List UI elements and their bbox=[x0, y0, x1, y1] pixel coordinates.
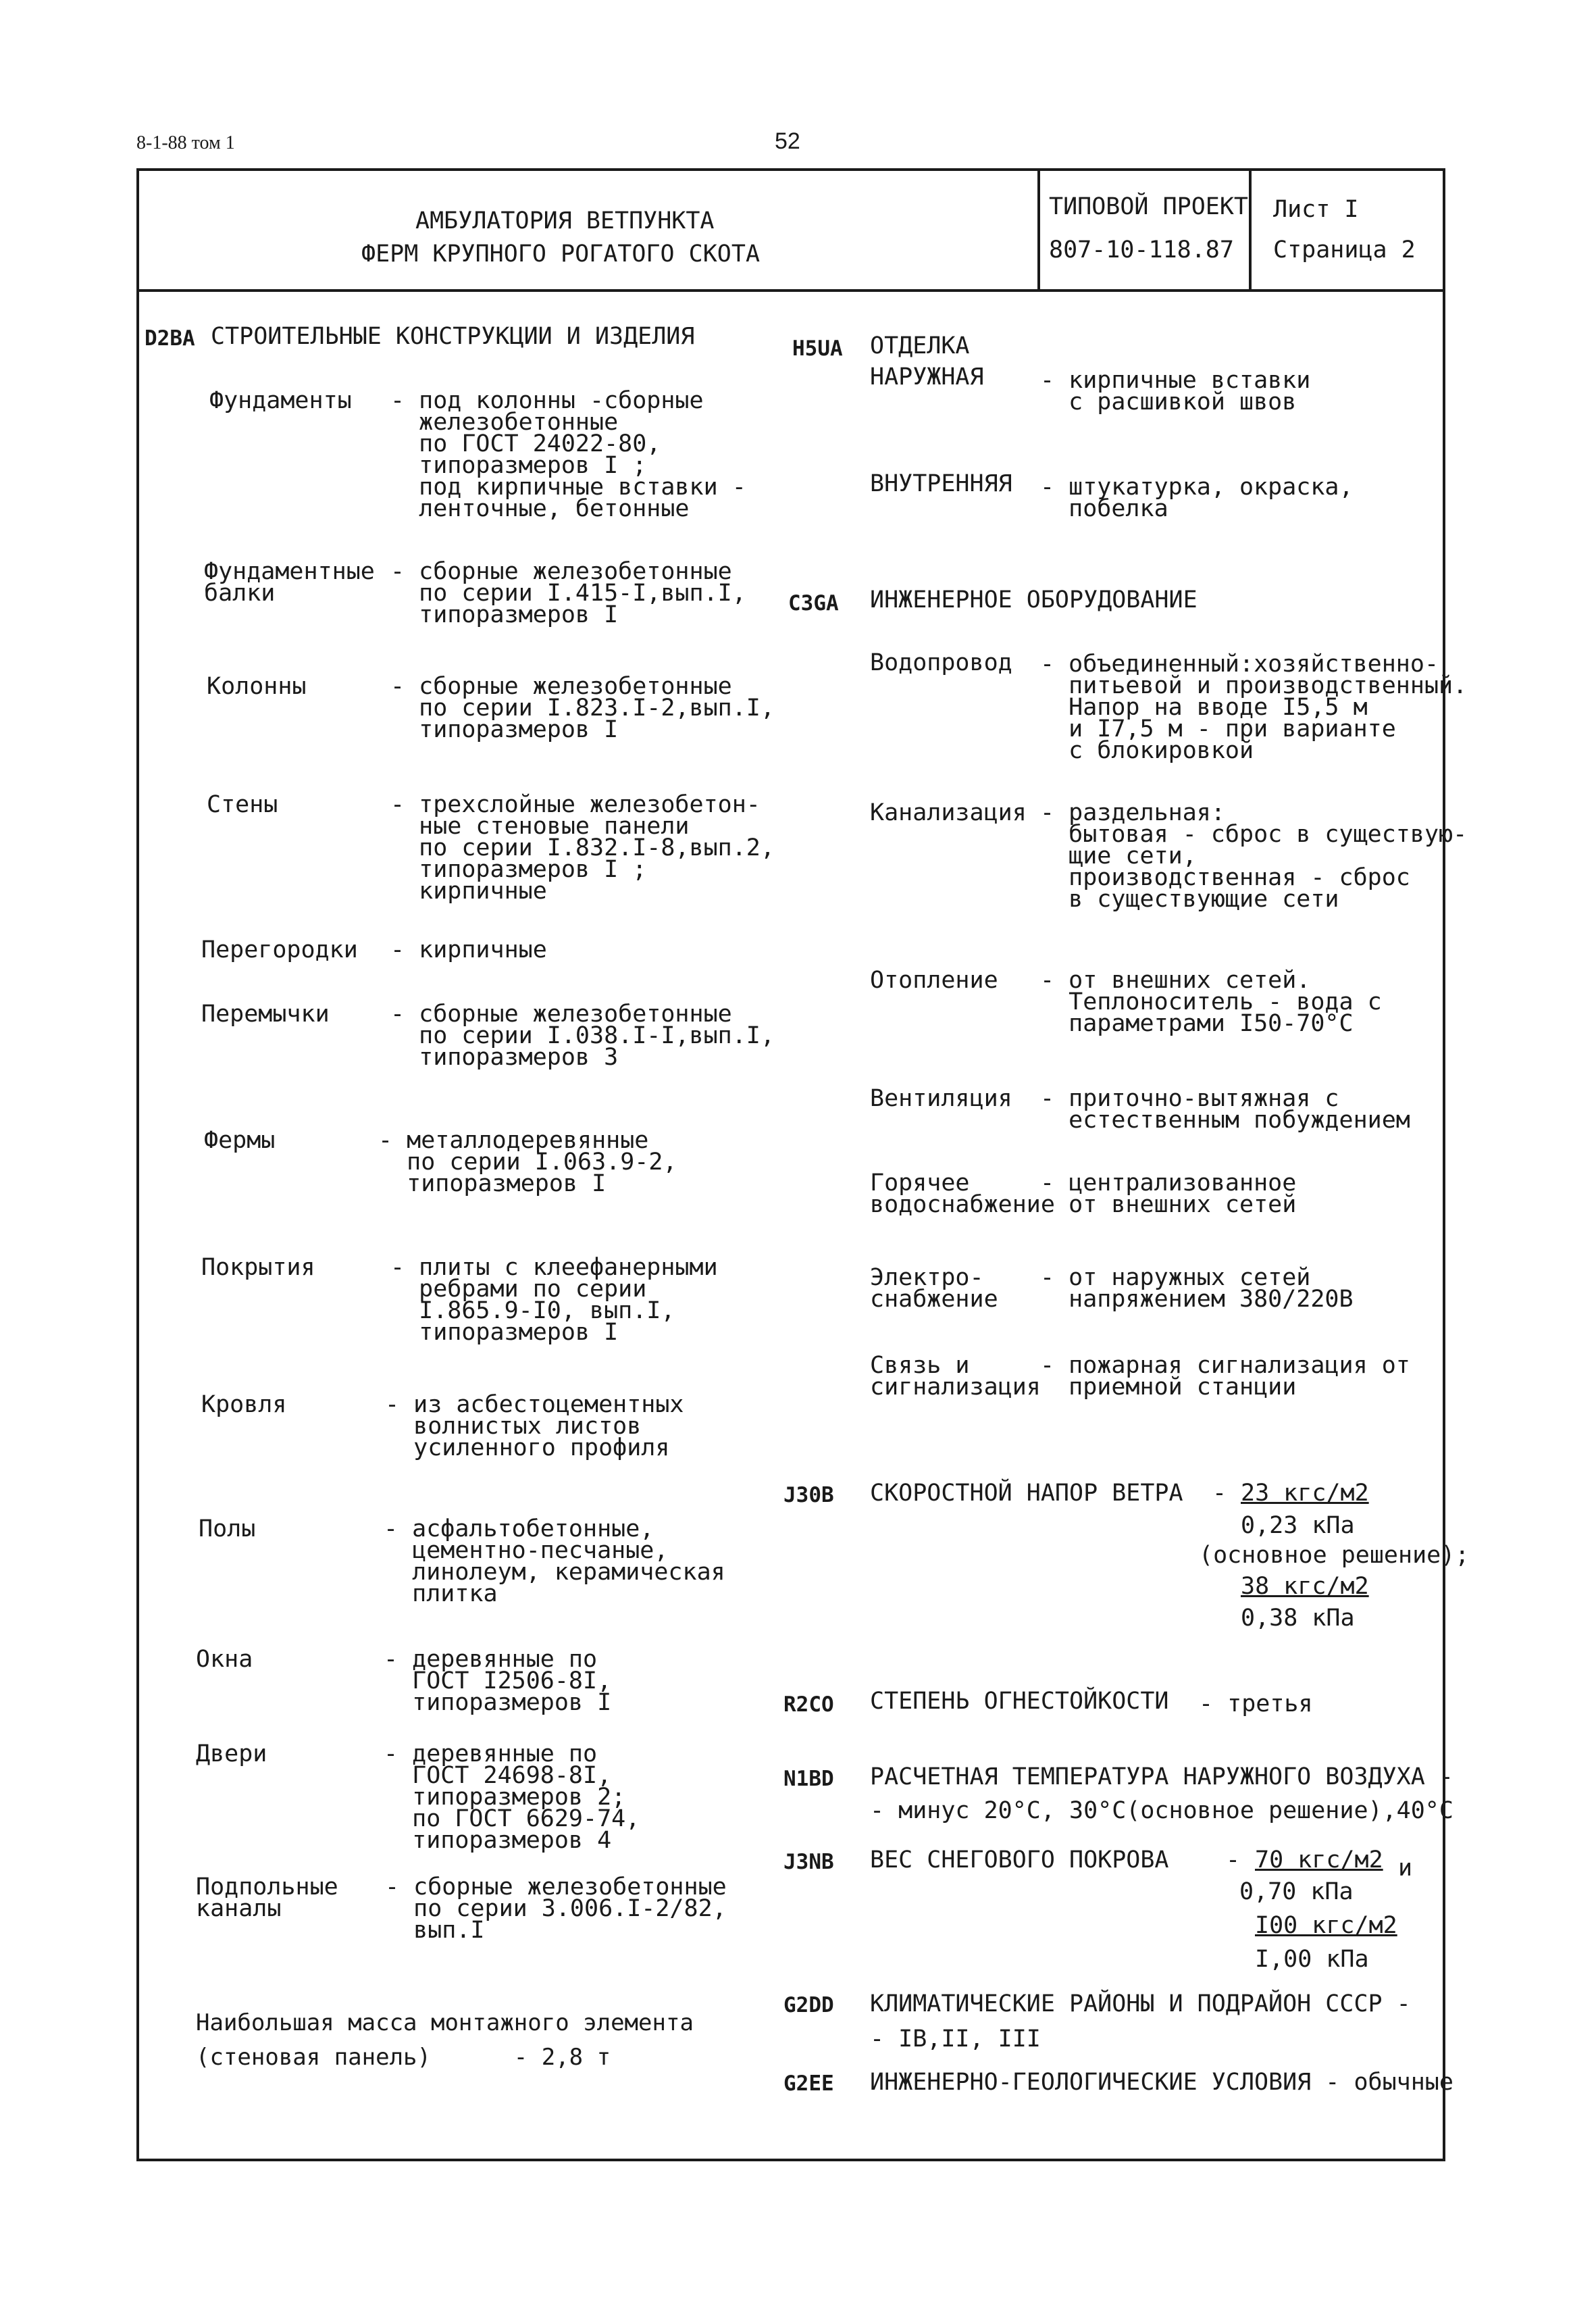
item-label: Полы bbox=[199, 1515, 256, 1542]
snow-value-3: I00 кгс/м2 bbox=[1255, 1912, 1397, 1939]
series-label: 8-1-88 том 1 bbox=[136, 132, 235, 153]
item-label: Фундаменты bbox=[209, 387, 352, 414]
mass-line2: (стеновая панель) - 2,8 т bbox=[196, 2044, 611, 2071]
item-label: Фермы bbox=[204, 1127, 276, 1154]
item-label: Водопровод bbox=[870, 649, 1012, 676]
wind-dash: - bbox=[1212, 1480, 1227, 1507]
equipment-heading: ИНЖЕНЕРНОЕ ОБОРУДОВАНИЕ bbox=[870, 586, 1198, 613]
snow-value-1: 70 кгс/м2 bbox=[1255, 1846, 1383, 1873]
snow-value-4: I,00 кПа bbox=[1255, 1946, 1369, 1973]
item-text: - из асбестоцементных волнистых листов усиленного профиля bbox=[385, 1391, 684, 1461]
geo-code: G2ЕЕ bbox=[783, 2071, 834, 2096]
finish-code: Н5UА bbox=[792, 336, 843, 361]
header-divider-right bbox=[1249, 168, 1252, 291]
temp-code: N1ВD bbox=[783, 1767, 834, 1791]
temp-line2: - минус 20°С, 30°С(основное решение),40°С bbox=[870, 1797, 1453, 1824]
snow-and: и bbox=[1398, 1855, 1413, 1882]
item-text: - сборные железобетонные по серии I.038.I-I,вып.I, типоразмеров 3 bbox=[390, 1001, 775, 1071]
item-label: Кровля bbox=[201, 1391, 287, 1418]
header-title-line1: АМБУЛАТОРИЯ ВЕТПУНКТА bbox=[415, 207, 715, 234]
item-text: - деревянные по ГОСТ I2506-8I, типоразмеров I bbox=[384, 1646, 612, 1716]
item-text: - деревянные по ГОСТ 24698-8I, типоразмеров 2; по ГОСТ 6629-74, типоразмеров 4 bbox=[384, 1740, 640, 1854]
item-label: Колонны bbox=[207, 673, 307, 700]
project-label: ТИПОВОЙ ПРОЕКТ bbox=[1049, 193, 1249, 220]
item-label: Покрытия bbox=[201, 1254, 315, 1281]
climate-code: G2DD bbox=[783, 1993, 834, 2017]
sheet-label: Лист I bbox=[1273, 196, 1359, 223]
wind-value-1: 23 кгс/м2 bbox=[1241, 1480, 1369, 1507]
temp-line1: РАСЧЕТНАЯ ТЕМПЕРАТУРА НАРУЖНОГО ВОЗДУХА - bbox=[870, 1763, 1453, 1790]
wind-value-4: 38 кгс/м2 bbox=[1241, 1573, 1369, 1600]
wind-heading: СКОРОСТНОЙ НАПОР ВЕТРА bbox=[870, 1480, 1183, 1507]
header-title-line2: ФЕРМ КРУПНОГО РОГАТОГО СКОТА bbox=[361, 241, 761, 268]
item-label: Связь и сигнализация bbox=[870, 1352, 1041, 1401]
item-text: - штукатурка, окраска, побелка bbox=[1040, 474, 1354, 522]
project-number: 807-10-118.87 bbox=[1049, 236, 1234, 263]
item-label: Электро- снабжение bbox=[870, 1264, 998, 1313]
item-text: - централизованное от внешних сетей bbox=[1040, 1169, 1297, 1218]
item-text: - под колонны -сборные железобетонные по ГОСТ 24022-80, типоразмеров I ; под кирпичные вставки - ленточные, бетонные bbox=[390, 387, 746, 522]
item-text: - приточно-вытяжная с естественным побуждением bbox=[1040, 1085, 1410, 1134]
item-label: Фундаментные балки bbox=[204, 558, 375, 607]
item-label: Перегородки bbox=[201, 936, 358, 963]
item-label: Перемычки bbox=[201, 1001, 330, 1028]
snow-value-2: 0,70 кПа bbox=[1239, 1878, 1354, 1905]
mass-line1: Наибольшая масса монтажного элемента bbox=[196, 2009, 694, 2036]
snow-code: J3NВ bbox=[783, 1850, 834, 1874]
item-label: Отопление bbox=[870, 967, 998, 994]
climate-line2: - IВ,II, III bbox=[870, 2026, 1041, 2053]
item-label: Горячее водоснабжение bbox=[870, 1169, 1055, 1218]
item-label: Стены bbox=[207, 791, 278, 818]
wind-value-3: (основное решение); bbox=[1199, 1542, 1470, 1569]
fire-heading: СТЕПЕНЬ ОГНЕСТОЙКОСТИ bbox=[870, 1688, 1169, 1715]
item-text: - объединенный:хозяйственно- питьевой и производственный. Напор на вводе I5,5 м и I7,5 м - при варианте с блокировкой bbox=[1040, 651, 1468, 764]
geo-line: ИНЖЕНЕРНО-ГЕОЛОГИЧЕСКИЕ УСЛОВИЯ - обычные bbox=[870, 2069, 1453, 2096]
item-label: НАРУЖНАЯ bbox=[870, 363, 984, 391]
item-label: Канализация bbox=[870, 799, 1027, 826]
item-text: - плиты с клеефанерными ребрами по серии I.865.9-I0, вып.I, типоразмеров I bbox=[390, 1254, 718, 1346]
item-text: - от внешних сетей. Теплоноситель - вода с параметрами I50-70°С bbox=[1040, 967, 1382, 1037]
item-text: - пожарная сигнализация от приемной станции bbox=[1040, 1352, 1410, 1401]
item-label: ВНУТРЕННЯЯ bbox=[870, 470, 1012, 497]
climate-line1: КЛИМАТИЧЕСКИЕ РАЙОНЫ И ПОДРАЙОН СССР - bbox=[870, 1990, 1411, 2017]
item-text: - раздельная: бытовая - сброс в существую- щие сети, производственная - сброс в существующие сети bbox=[1040, 799, 1468, 913]
equipment-code: С3GА bbox=[788, 591, 839, 615]
section-code: D2ВА bbox=[145, 326, 195, 351]
item-text: - сборные железобетонные по серии 3.006.I-2/82, вып.I bbox=[385, 1873, 727, 1944]
wind-code: J30В bbox=[783, 1483, 834, 1507]
page-label: Страница 2 bbox=[1273, 236, 1416, 263]
header-divider-left bbox=[1037, 168, 1040, 291]
section-heading: СТРОИТЕЛЬНЫЕ КОНСТРУКЦИИ И ИЗДЕЛИЯ bbox=[211, 323, 695, 350]
item-label: Вентиляция bbox=[870, 1085, 1012, 1112]
item-text: - сборные железобетонные по серии I.415-I,вып.I, типоразмеров I bbox=[390, 558, 746, 628]
item-text: - сборные железобетонные по серии I.823.I-2,вып.I, типоразмеров I bbox=[390, 673, 775, 743]
fire-value: - третья bbox=[1199, 1690, 1313, 1717]
item-text: - кирпичные вставки с расшивкой швов bbox=[1040, 367, 1311, 416]
item-text: - асфальтобетонные, цементно-песчаные, линолеум, керамическая плитка bbox=[384, 1515, 725, 1607]
item-text: - от наружных сетей напряжением 380/220В bbox=[1040, 1264, 1354, 1313]
item-text: - металлодеревянные по серии I.063.9-2, типоразмеров I bbox=[378, 1127, 677, 1197]
page-number: 52 bbox=[775, 128, 800, 154]
item-label: Окна bbox=[196, 1646, 253, 1673]
wind-value-2: 0,23 кПа bbox=[1241, 1512, 1355, 1539]
item-label: Подпольные каналы bbox=[196, 1873, 338, 1922]
fire-code: R2СО bbox=[783, 1692, 834, 1717]
item-text: - трехслойные железобетон- ные стеновые панели по серии I.832.I-8,вып.2, типоразмеров I ; кирпичные bbox=[390, 791, 775, 905]
item-label: Двери bbox=[196, 1740, 267, 1767]
finish-heading: ОТДЕЛКА bbox=[870, 332, 970, 359]
snow-heading: ВЕС СНЕГОВОГО ПОКРОВА bbox=[870, 1846, 1169, 1873]
wind-value-5: 0,38 кПа bbox=[1241, 1605, 1355, 1632]
snow-dash: - bbox=[1226, 1846, 1241, 1873]
item-text: - кирпичные bbox=[390, 936, 547, 963]
